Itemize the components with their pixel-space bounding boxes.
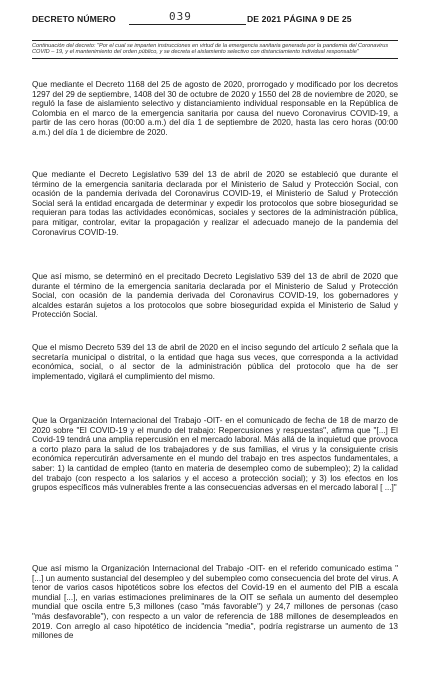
continuation-note: Continuación del decreto: "Por el cual se imparten instrucciones en virtud de la emergencia sanitaria generada por la pandemia del Coronavirus COVID – 19, y el mantenimiento del orden público, y se decreta el aislamiento selectivo con distanciamiento individual responsable" <box>32 40 398 59</box>
paragraph-decree-539-governors: Que así mismo, se determinó en el precitado Decreto Legislativo 539 del 13 de abril de 2020 que durante el término de la emergencia sanitaria declarada por el Ministerio de Salud y Protección Social, con ocasión de la pandemia derivada del Coronavirus COVID-19, los gobernadores y alcaldes estarán sujetos a los protocolos que sobre bioseguridad expida el Ministerio de Salud y Protección Social. <box>32 272 398 320</box>
paragraph-decree-539-protocols: Que mediante el Decreto Legislativo 539 del 13 de abril de 2020 se estableció que durante el término de la emergencia sanitaria declarada por el Ministerio de Salud y Protección Social, con ocasión de la pandemia derivada del Coronavirus COVID-19, el Ministerio de Salud y Protección Social será la entidad encargada de determinar y expedir los protocolos que sobre bioseguridad se requieran para todas las actividades económicas, sociales y sectores de la administración pública, para mitigar, controlar, evitar la propagación y realizar el adecuado manejo de la pandemia del Coronavirus COVID-19. <box>32 170 398 237</box>
decree-number-line <box>129 24 246 25</box>
paragraph-decree-539-article-2: Que el mismo Decreto 539 del 13 de abril de 2020 en el inciso segundo del artículo 2 señala que la secretaría municipal o distrital, o la entidad que haga sus veces, que corresponda a la actividad económica, social, o al sector de la administración pública del protocolo que ha de ser implementado, vigilará el cumplimiento del mismo. <box>32 343 398 381</box>
decree-label: DECRETO NÚMERO <box>32 14 116 24</box>
paragraph-oit-communique: Que la Organización Internacional del Trabajo -OIT- en el comunicado de fecha de 18 de marzo de 2020 sobre "El COVID-19 y el mundo del trabajo: Repercusiones y respuestas", afirma que "[...] El Covid-19 tendrá una amplia repercusión en el mercado laboral. Más allá de la inquietud que provoca a corto plazo para la salud de los trabajadores y de sus familias, el virus y la consiguiente crisis económica repercutirán adversamente en el mundo del trabajo en tres aspectos fundamentales, a saber: 1) la cantidad de empleo (tanto en materia de desempleo como de subempleo); 2) la calidad del trabajo (con respecto a los salarios y el acceso a protección social); y 3) los efectos en los grupos específicos más vulnerables frente a las consecuencias adversas en el mercado laboral [ ...]" <box>32 416 398 493</box>
page-header <box>32 10 403 32</box>
paragraph-oit-estimates: Que así mismo la Organización Internacional del Trabajo -OIT- en el referido comunicado estima "[...] un aumento sustancial del desempleo y del subempleo como consecuencia del brote del virus. A tenor de varios casos hipotéticos sobre los efectos del Covid-19 en el aumento del PIB a escala mundial [...], en varias estimaciones preliminares de la OIT se señala un aumento del desempleo mundial que oscila entre 5,3 millones (caso "más favorable") y 24,7 millones de personas (caso "más desfavorable"), con respecto a un valor de referencia de 188 millones de desempleados en 2019. Con arreglo al caso hipotético de incidencia "media", podría registrarse un aumento de 13 millones de <box>32 564 398 641</box>
decree-number: 039 <box>169 10 192 23</box>
year-page-label: DE 2021 PÁGINA 9 DE 25 <box>247 14 352 24</box>
paragraph-decree-1168: Que mediante el Decreto 1168 del 25 de agosto de 2020, prorrogado y modificado por los decretos 1297 del 29 de septiembre, 1408 del 30 de octubre de 2020 y 1550 del 28 de noviembre de 2020, se reguló la fase de aislamiento selectivo y distanciamiento individual responsable en la República de Colombia en el marco de la emergencia sanitaria por causa del nuevo Coronavirus COVID-19, a partir de las cero horas (00:00 a.m.) del día 1 de septiembre de 2020, hasta las cero horas (00:00 a.m.) del día 1 de diciembre de 2020. <box>32 80 398 137</box>
